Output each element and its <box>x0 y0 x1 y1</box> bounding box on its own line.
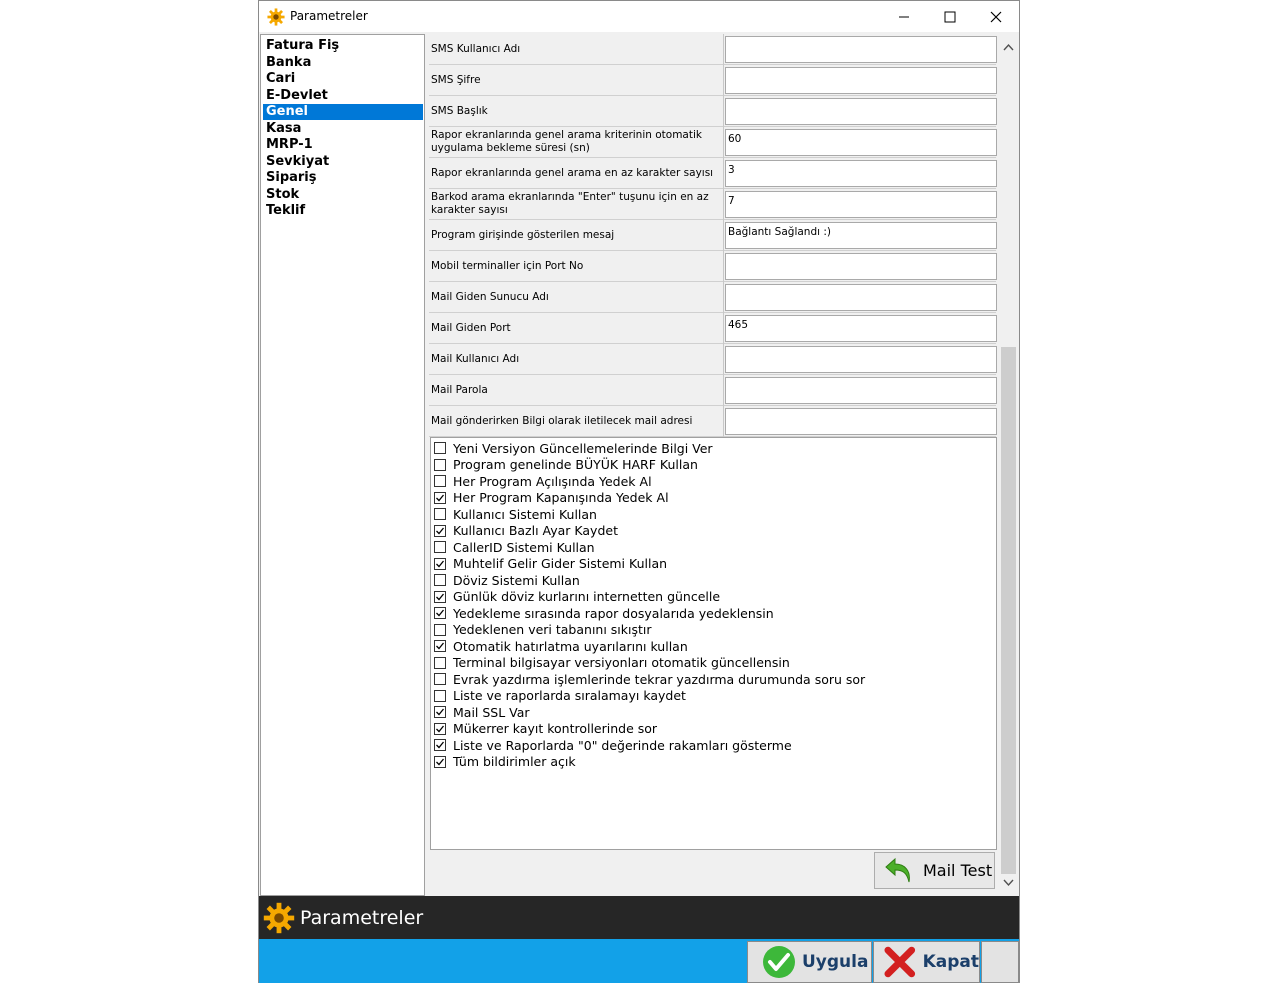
checkbox[interactable] <box>434 640 446 652</box>
option-label: Günlük döviz kurlarını internetten güncelle <box>453 589 721 604</box>
close-icon <box>990 11 1002 23</box>
scroll-thumb[interactable] <box>1001 347 1016 874</box>
sidebar-item-sevkiyat[interactable]: Sevkiyat <box>266 153 330 169</box>
option-label: Kullanıcı Sistemi Kullan <box>453 506 597 522</box>
option-row[interactable] <box>434 440 713 456</box>
param-row <box>429 313 996 344</box>
option-row[interactable] <box>434 622 652 638</box>
checkbox[interactable] <box>434 591 446 603</box>
option-row[interactable] <box>434 737 792 753</box>
option-label: Mükerrer kayıt kontrollerinde sor <box>453 721 658 736</box>
close-x-icon <box>883 945 917 979</box>
option-row[interactable] <box>434 671 865 687</box>
param-row <box>429 220 996 251</box>
maximize-button[interactable] <box>927 1 973 32</box>
option-label: Döviz Sistemi Kullan <box>453 572 580 588</box>
column-divider <box>723 34 724 65</box>
barcode-min-chars-field[interactable]: 7 <box>725 191 997 218</box>
option-label: Terminal bilgisayar versiyonları otomatik güncellensin <box>453 655 790 670</box>
sidebar-item-teklif[interactable]: Teklif <box>266 203 306 218</box>
checkbox[interactable] <box>434 624 446 636</box>
param-row <box>429 282 996 313</box>
option-row[interactable] <box>434 655 790 671</box>
startup-message-field[interactable]: Bağlantı Sağlandı :) <box>725 222 997 249</box>
sms-password-field[interactable] <box>725 67 997 94</box>
checkbox[interactable] <box>434 492 446 504</box>
param-row <box>429 158 996 189</box>
param-row <box>429 34 996 65</box>
checkbox[interactable] <box>434 607 446 619</box>
option-label: Program genelinde BÜYÜK HARF Kullan <box>453 457 698 472</box>
option-label: Muhtelif Gelir Gider Sistemi Kullan <box>453 556 668 571</box>
close-button[interactable] <box>973 1 1019 32</box>
checkbox[interactable] <box>434 739 446 751</box>
search-min-chars-field[interactable]: 3 <box>725 160 997 187</box>
sms-header-field[interactable] <box>725 98 997 125</box>
mail-server-field[interactable] <box>725 284 997 311</box>
checkbox[interactable] <box>434 690 446 702</box>
option-row[interactable] <box>434 605 774 621</box>
param-label: SMS Şifre <box>431 74 481 86</box>
checkbox[interactable] <box>434 574 446 586</box>
param-label: Mail gönderirken Bilgi olarak iletilecek mail adresi <box>431 415 693 427</box>
sidebar-item-kasa[interactable]: Kasa <box>266 120 302 136</box>
option-row[interactable] <box>434 490 669 506</box>
column-divider <box>723 158 724 189</box>
param-row <box>429 251 996 282</box>
minimize-button[interactable] <box>881 1 927 32</box>
param-row <box>429 375 996 406</box>
chevron-down-icon[interactable] <box>1003 879 1014 887</box>
param-label: SMS Başlık <box>431 105 488 117</box>
check-icon <box>435 559 445 569</box>
param-label: Mobil terminaller için Port No <box>431 260 584 272</box>
option-row[interactable] <box>434 704 530 720</box>
minimize-icon <box>898 11 910 23</box>
param-row <box>429 189 996 220</box>
checkbox[interactable] <box>434 723 446 735</box>
param-label: Barkod arama ekranlarında "Enter" tuşunu için en az karakter sayısı <box>431 191 709 216</box>
checkbox[interactable] <box>434 706 446 718</box>
sidebar-item-mrp-1[interactable]: MRP-1 <box>266 137 313 152</box>
column-divider <box>723 65 724 96</box>
apply-label: Uygula <box>802 952 869 972</box>
checkbox[interactable] <box>434 541 446 553</box>
param-row <box>429 127 996 158</box>
column-divider <box>723 406 724 437</box>
footer-bar <box>259 939 1019 983</box>
option-label: CallerID Sistemi Kullan <box>453 539 595 555</box>
option-row[interactable] <box>434 638 688 654</box>
check-icon <box>435 740 445 750</box>
check-icon <box>435 526 445 536</box>
checkbox[interactable] <box>434 657 446 669</box>
option-row[interactable] <box>434 473 652 489</box>
check-icon <box>435 724 445 734</box>
option-label: Otomatik hatırlatma uyarılarını kullan <box>453 638 688 654</box>
maximize-icon <box>944 11 956 23</box>
sidebar-item-stok[interactable]: Stok <box>266 186 300 202</box>
mail-password-field[interactable] <box>725 377 997 404</box>
column-divider <box>723 375 724 406</box>
option-label: Kullanıcı Bazlı Ayar Kaydet <box>453 523 618 538</box>
option-label: Her Program Kapanışında Yedek Al <box>453 490 669 505</box>
title-bar <box>259 1 1019 32</box>
param-row <box>429 406 996 437</box>
vertical-scrollbar[interactable] <box>1000 34 1017 892</box>
column-divider <box>723 313 724 344</box>
option-row[interactable] <box>434 556 667 572</box>
sidebar-item-fatura-fis[interactable]: Fatura Fiş <box>266 38 340 53</box>
checkbox[interactable] <box>434 756 446 768</box>
window-title: Parametreler <box>290 9 368 23</box>
close-dialog-button[interactable] <box>873 941 980 983</box>
sidebar-item-genel[interactable]: Genel <box>263 104 423 120</box>
checkmark-icon <box>762 945 796 979</box>
column-divider <box>723 220 724 251</box>
param-label: Mail Kullanıcı Adı <box>431 353 520 365</box>
column-divider <box>723 127 724 158</box>
column-divider <box>723 251 724 282</box>
param-label: Rapor ekranlarında genel arama en az karakter sayısı <box>431 167 714 179</box>
param-label: Mail Giden Sunucu Adı <box>431 291 549 303</box>
check-icon <box>435 493 445 503</box>
gear-icon <box>267 8 285 26</box>
undo-arrow-icon <box>883 855 915 887</box>
mail-username-field[interactable] <box>725 346 997 373</box>
sidebar-item-siparis[interactable]: Sipariş <box>266 170 317 185</box>
option-row[interactable] <box>434 572 580 588</box>
param-label: Rapor ekranlarında genel arama kriterinin otomatik uygulama bekleme süresi (sn) <box>431 129 702 154</box>
option-label: Liste ve raporlarda sıralamayı kaydet <box>453 688 686 703</box>
option-row[interactable] <box>434 721 657 737</box>
option-row[interactable] <box>434 539 595 555</box>
checkbox[interactable] <box>434 508 446 520</box>
check-icon <box>435 757 445 767</box>
param-label: Mail Parola <box>431 384 488 396</box>
checkbox[interactable] <box>434 525 446 537</box>
option-label: Yedeklenen veri tabanını sıkıştır <box>453 622 652 637</box>
check-icon <box>435 707 445 717</box>
column-divider <box>723 344 724 375</box>
mail-cc-field[interactable] <box>725 408 997 435</box>
column-divider <box>723 96 724 127</box>
column-divider <box>723 189 724 220</box>
category-list <box>260 34 425 896</box>
sidebar-item-banka[interactable]: Banka <box>266 54 312 70</box>
param-row <box>429 65 996 96</box>
option-label: Yeni Versiyon Güncellemelerinde Bilgi Ver <box>453 440 713 456</box>
checkbox[interactable] <box>434 558 446 570</box>
search-wait-seconds-field[interactable]: 60 <box>725 129 997 156</box>
option-row[interactable] <box>434 457 698 473</box>
param-row <box>429 344 996 375</box>
chevron-up-icon[interactable] <box>1003 43 1014 51</box>
mobile-port-field[interactable] <box>725 253 997 280</box>
sms-username-field[interactable] <box>725 36 997 63</box>
options-checklist <box>430 437 997 850</box>
param-label: Program girişinde gösterilen mesaj <box>431 229 615 241</box>
sidebar-item-e-devlet[interactable]: E-Devlet <box>266 87 328 103</box>
option-label: Evrak yazdırma işlemlerinde tekrar yazdırma durumunda soru sor <box>453 671 866 687</box>
option-label: Tüm bildirimler açık <box>453 754 576 769</box>
option-label: Liste ve Raporlarda "0" değerinde rakamları gösterme <box>453 737 792 753</box>
option-label: Mail SSL Var <box>453 704 530 720</box>
column-divider <box>723 282 724 313</box>
mail-test-button[interactable] <box>874 852 995 889</box>
param-label: Mail Giden Port <box>431 322 511 334</box>
check-icon <box>435 641 445 651</box>
parameters-window <box>258 0 1020 983</box>
mail-port-field[interactable]: 465 <box>725 315 997 342</box>
option-label: Yedekleme sırasında rapor dosyalarıda yedeklensin <box>453 605 774 621</box>
close-label: Kapat <box>922 952 979 972</box>
option-row[interactable] <box>434 589 720 605</box>
option-row[interactable] <box>434 523 618 539</box>
option-row[interactable] <box>434 754 576 770</box>
checkbox[interactable] <box>434 459 446 471</box>
mail-test-label: Mail Test <box>923 861 993 880</box>
gear-icon <box>263 902 295 934</box>
checkbox[interactable] <box>434 442 446 454</box>
check-icon <box>435 592 445 602</box>
parameter-grid <box>426 34 999 434</box>
param-label: SMS Kullanıcı Adı <box>431 43 521 55</box>
param-row <box>429 96 996 127</box>
checkbox[interactable] <box>434 673 446 685</box>
apply-button[interactable] <box>747 941 872 983</box>
option-row[interactable] <box>434 688 686 704</box>
option-label: Her Program Açılışında Yedek Al <box>453 473 652 489</box>
sidebar-item-cari[interactable]: Cari <box>266 71 296 86</box>
check-icon <box>435 608 445 618</box>
option-row[interactable] <box>434 506 597 522</box>
banner-title: Parametreler <box>300 907 424 929</box>
footer-banner <box>259 896 1019 939</box>
extra-button[interactable] <box>981 941 1019 983</box>
checkbox[interactable] <box>434 475 446 487</box>
